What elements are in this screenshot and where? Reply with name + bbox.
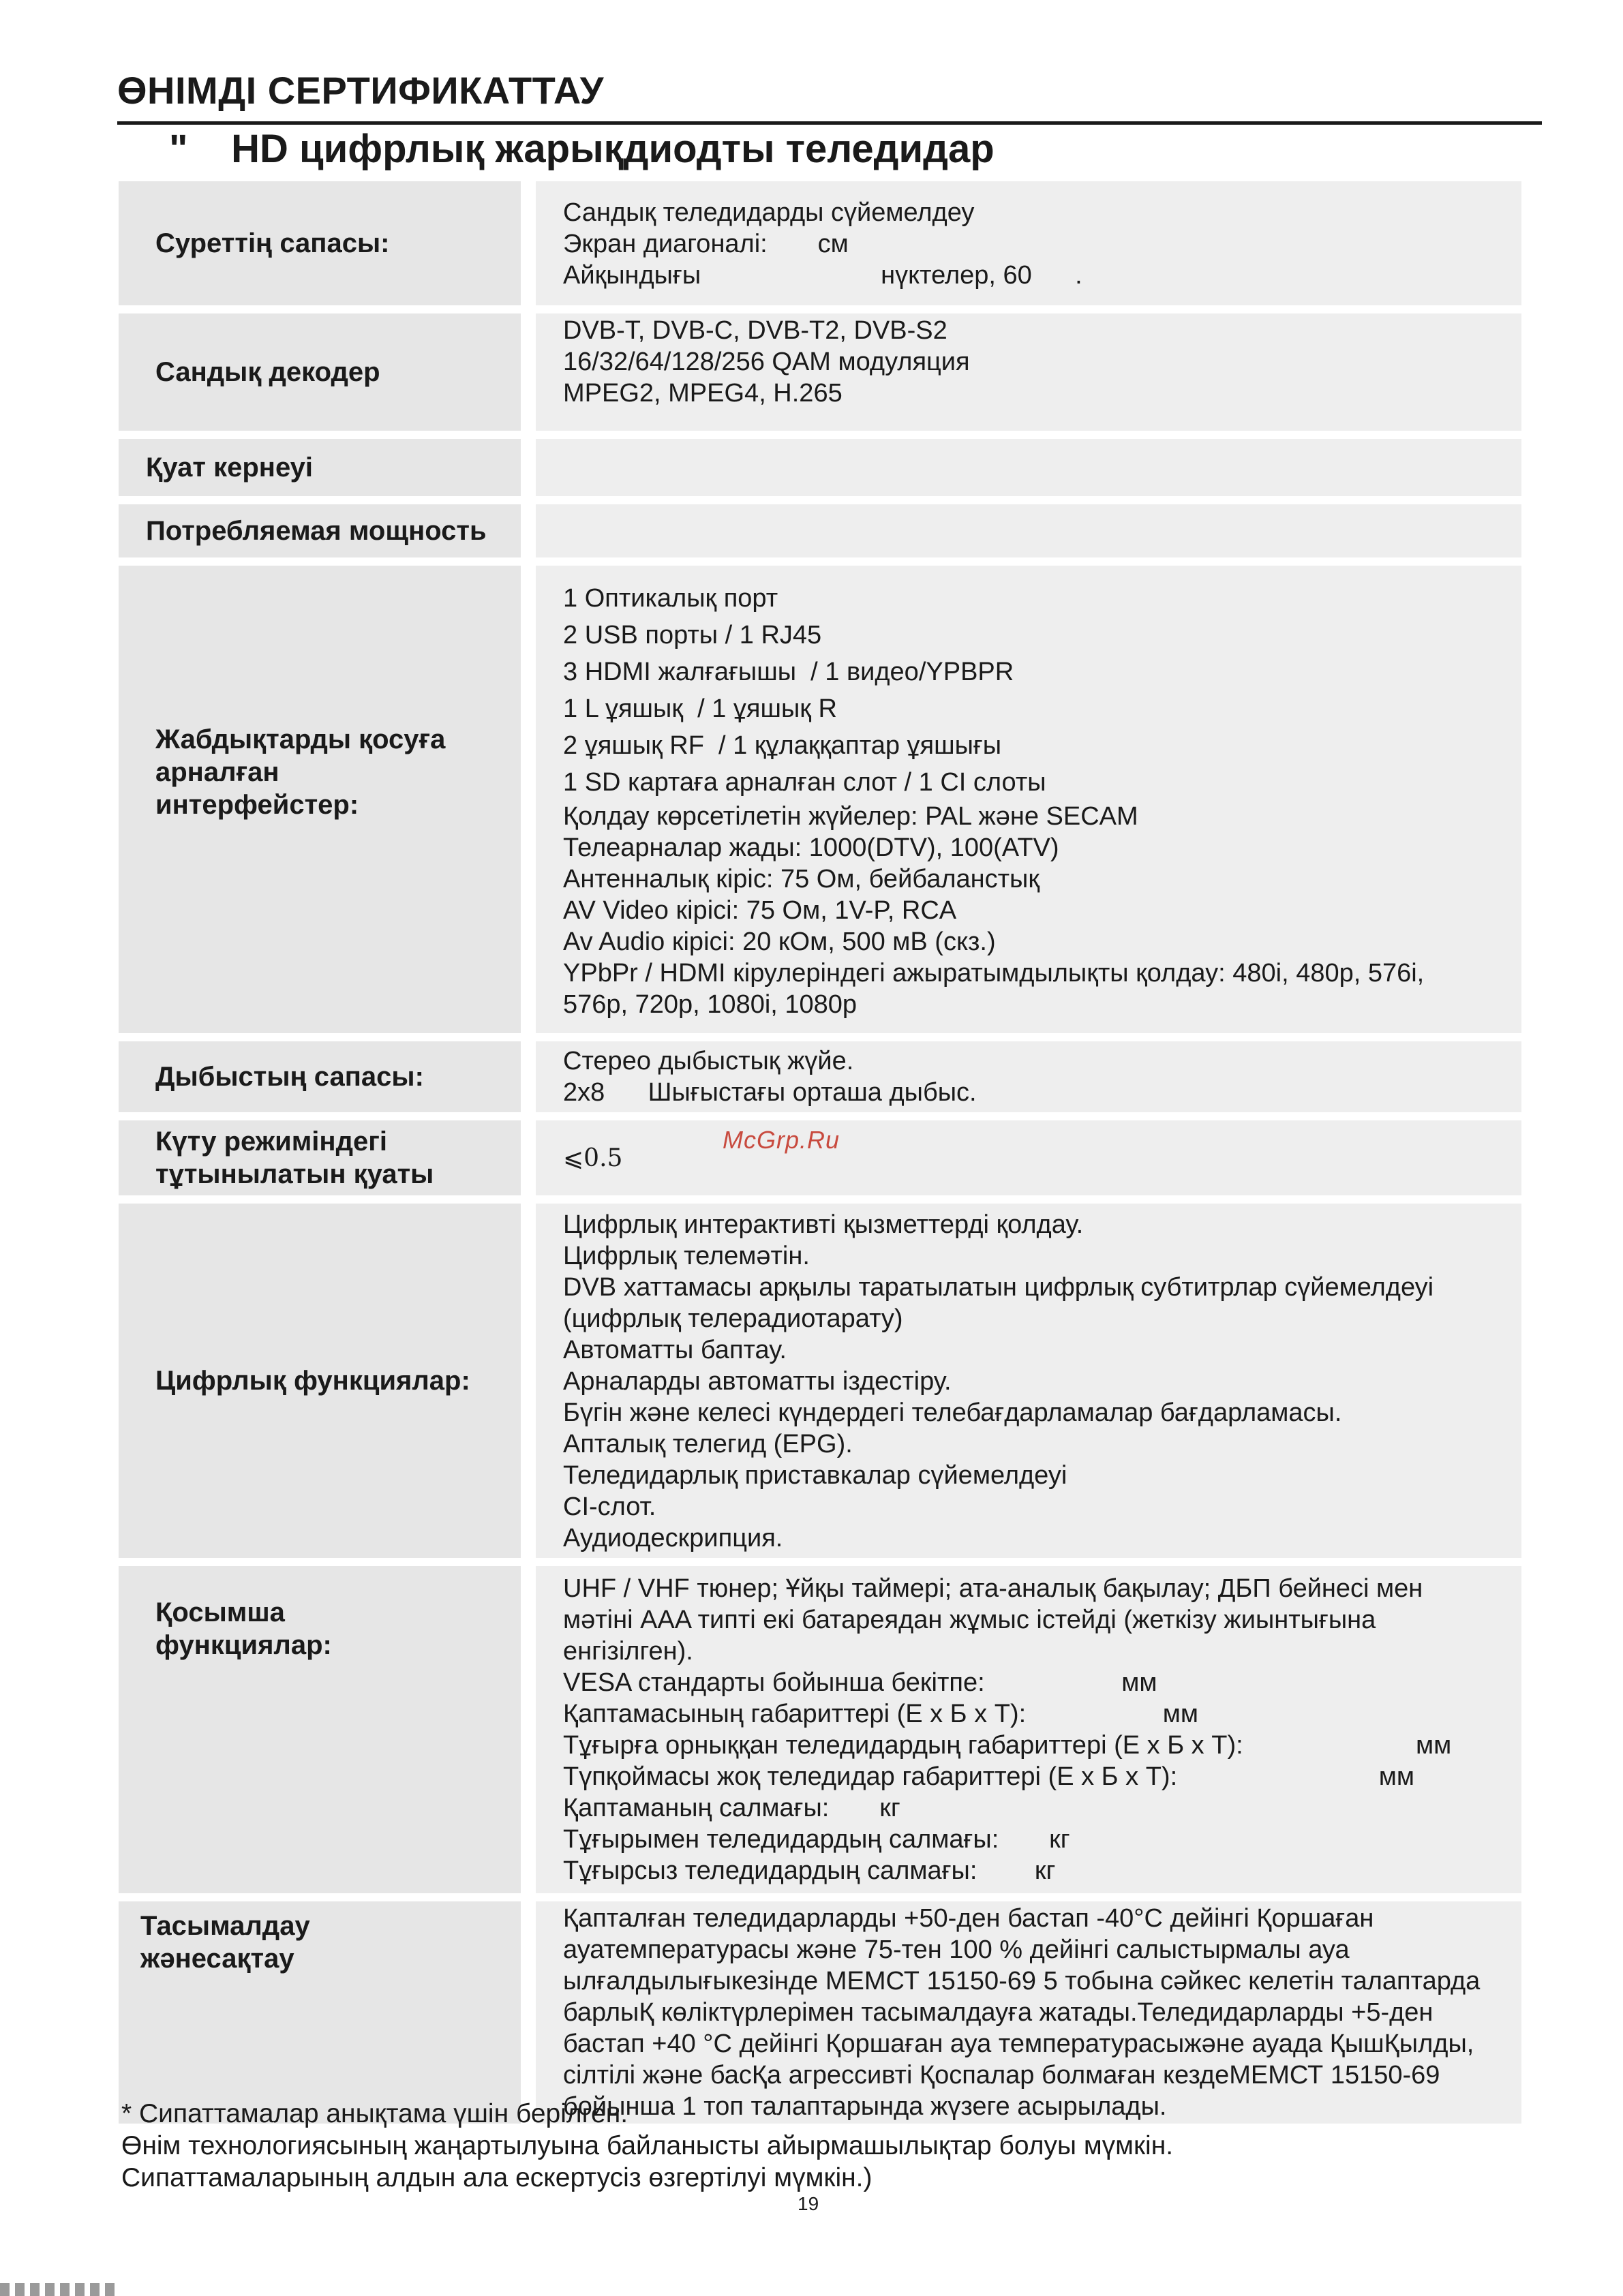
spec-row-interfaces <box>119 566 1521 1033</box>
spec-row-sound-quality <box>119 1041 1521 1112</box>
spec-label-line: Потребляемая мощность <box>146 516 487 546</box>
spec-row-transport-storage <box>119 1901 1521 2124</box>
spec-value-line: Телеарналар жады: 1000(DTV), 100(ATV) <box>563 833 1059 862</box>
spec-value-line: Av Audio кірісі: 20 кОм, 500 мВ (скз.) <box>563 928 996 956</box>
spec-label-line: тұтынылатын қуаты <box>155 1159 434 1189</box>
spec-label-line: Дыбыстың сапасы: <box>155 1062 424 1092</box>
spec-value <box>536 1204 1521 1558</box>
page-number: 19 <box>798 2193 819 2214</box>
page-title: ӨНІМДІ СЕРТИФИКАТТАУ <box>117 69 604 112</box>
spec-value-line: бойынша 1 топ талаптарында жүзеге асырылады. <box>563 2092 1167 2121</box>
spec-value-line: Айқындығы нүктелер, 60 . <box>563 261 1082 290</box>
spec-value-line: Түпқоймасы жоқ теледидар габариттері (Е х Б х Т): мм <box>563 1762 1415 1791</box>
spec-label-line: Күту режиміндегі <box>155 1127 387 1157</box>
spec-value-line: сілтілі және басҚа агрессивті Қоспалар болмаған кездеМЕМСТ 15150-69 <box>563 2061 1440 2090</box>
spec-value-line: AV Video кірісі: 75 Ом, 1V-P, RCA <box>563 896 957 925</box>
spec-table <box>119 181 1521 2132</box>
spec-value-line: VESA стандарты бойынша бекітпе: мм <box>563 1668 1157 1697</box>
footnotes <box>121 2098 1173 2194</box>
spec-value-line: ылғалдылығыкезінде МЕМСТ 15150-69 5 тобына сәйкес келетін талаптарда <box>563 1967 1481 1995</box>
spec-value-line: UHF / VHF тюнер; Ұйқы таймері; ата-аналық бақылау; ДБП бейнесі мен <box>563 1574 1423 1603</box>
spec-label-line: Тасымалдау <box>140 1911 310 1941</box>
spec-label <box>119 1566 521 1893</box>
spec-label <box>119 504 521 557</box>
footnote-line: Сипаттамаларының алдын ала ескертусіз өзгертілуі мүмкін.) <box>121 2163 873 2192</box>
spec-label-line: арналған <box>155 757 279 787</box>
spec-value-line: DVB-T, DVB-C, DVB-T2, DVB-S2 <box>563 316 947 345</box>
spec-value-line: Тұғырсыз теледидардың салмағы: кг <box>563 1856 1056 1885</box>
spec-value-line: Экран диагоналі: см <box>563 230 849 258</box>
spec-label-line: функциялар: <box>155 1630 332 1660</box>
title-divider <box>117 121 1542 125</box>
spec-value-line: (цифрлық телерадиотарату) <box>563 1304 903 1333</box>
spec-value-line: мәтіні AAA типті екі батареядан жұмыс істейді (жеткізу жиынтығына <box>563 1606 1376 1634</box>
spec-label-line: Цифрлық функциялар: <box>155 1366 470 1396</box>
spec-label <box>119 1901 521 2124</box>
spec-value-line: Автоматты баптау. <box>563 1336 787 1364</box>
spec-value-line: бастап +40 °С дейінгі Қоршаған ауа температурасыжәне ауада ҚышҚылды, <box>563 2030 1474 2058</box>
spec-row-additional-functions <box>119 1566 1521 1893</box>
spec-value-line: 16/32/64/128/256 QAM модуляция <box>563 348 970 376</box>
spec-label-line: интерфейстер: <box>155 790 359 820</box>
footnote-line: * Сипаттамалар анықтама үшін берілген. <box>121 2099 628 2128</box>
spec-value <box>536 1041 1521 1112</box>
spec-value-line: 2x8 Шығыстағы орташа дыбыс. <box>563 1078 977 1107</box>
product-subtitle <box>169 126 995 172</box>
spec-label-line: Қосымша <box>155 1597 285 1627</box>
spec-row-voltage <box>119 439 1521 496</box>
spec-value-line: енгізілген). <box>563 1637 693 1666</box>
spec-label-line: жәнесақтау <box>140 1944 294 1974</box>
spec-value-line: Апталық телегид (EPG). <box>563 1430 853 1458</box>
spec-label <box>119 181 521 305</box>
spec-value-line: ауатемпературасы және 75-тен 100 % дейінгі салыстырмалы ауа <box>563 1935 1350 1964</box>
spec-row-digital-functions <box>119 1204 1521 1558</box>
spec-value-line: Сандық теледидарды сүйемелдеу <box>563 198 975 227</box>
spec-value-line: Теледидарлық приставкалар сүйемелдеуі <box>563 1461 1067 1490</box>
spec-row-power-consumption <box>119 504 1521 557</box>
spec-value-line: Аудиодескрипция. <box>563 1524 783 1552</box>
spec-row-digital-decoder <box>119 313 1521 431</box>
subtitle-quote-mark: " <box>169 127 188 171</box>
spec-value <box>536 504 1521 557</box>
spec-value-line: Қаптаманың салмағы: кг <box>563 1794 900 1822</box>
page-edge-mark <box>0 2283 116 2296</box>
spec-value <box>536 439 1521 496</box>
subtitle-text: HD цифрлық жарықдиодты теледидар <box>231 127 995 171</box>
spec-value-line: Қолдау көрсетілетін жүйелер: PAL және SECAM <box>563 802 1138 831</box>
spec-label <box>119 439 521 496</box>
spec-value <box>536 1901 1521 2124</box>
watermark-text: McGrp.Ru <box>723 1126 840 1154</box>
spec-value-line: 1 Оптикалық порт <box>563 584 778 613</box>
spec-value-line: Цифрлық интерактивті қызметтерді қолдау. <box>563 1210 1084 1239</box>
spec-value-line: 1 L ұяшық / 1 ұяшық R <box>563 694 837 723</box>
spec-value <box>536 313 1521 431</box>
spec-value-line: YPbPr / HDMI кірулеріндегі ажыратымдылықты қолдау: 480i, 480p, 576i, <box>563 959 1425 988</box>
spec-value-line: Антенналық кіріс: 75 Ом, бейбаланстық <box>563 865 1040 893</box>
spec-value-line: Қапталған теледидарларды +50-ден бастап -40°С дейінгі Қоршаған <box>563 1904 1374 1933</box>
spec-value-line: 576p, 720p, 1080i, 1080p <box>563 990 858 1019</box>
spec-value-line: Цифрлық телемәтін. <box>563 1242 810 1270</box>
spec-value-line: Стерео дыбыстық жүйе. <box>563 1047 854 1075</box>
spec-label <box>119 1041 521 1112</box>
spec-row-picture-quality <box>119 181 1521 305</box>
spec-value-line: MPEG2, MPEG4, H.265 <box>563 379 843 408</box>
spec-value <box>536 181 1521 305</box>
spec-value-line: Арналарды автоматты іздестіру. <box>563 1367 952 1396</box>
spec-value-line: 2 ұяшық RF / 1 құлаққаптар ұяшығы <box>563 731 1002 760</box>
spec-label-line: Қуат кернеуі <box>146 453 314 483</box>
spec-label <box>119 313 521 431</box>
spec-label-line: Суреттің сапасы: <box>155 228 390 258</box>
spec-label-line: Жабдықтарды қосуға <box>155 724 446 754</box>
spec-value <box>536 1566 1521 1893</box>
spec-value-line: Бүгін және келесі күндердегі телебағдарламалар бағдарламасы. <box>563 1398 1342 1427</box>
spec-value-line: Тұғырға орныққан теледидардың габариттері (Е х Б х Т): мм <box>563 1731 1452 1760</box>
spec-value-line: Қаптамасының габариттері (Е х Б х Т): мм <box>563 1700 1199 1728</box>
spec-label <box>119 1120 521 1195</box>
spec-label-line: Сандық декодер <box>155 357 380 387</box>
spec-value-line: Тұғырымен теледидардың салмағы: кг <box>563 1825 1070 1854</box>
spec-value-line: CI-слот. <box>563 1493 656 1521</box>
spec-value-line: 1 SD картаға арналған слот / 1 CI слоты <box>563 768 1046 797</box>
spec-label <box>119 1204 521 1558</box>
spec-value-line: барлыҚ көліктүрлерімен тасымалдауға жатады.Теледидарларды +5-ден <box>563 1998 1434 2027</box>
spec-value <box>536 566 1521 1033</box>
spec-value <box>536 1120 1521 1195</box>
spec-value-line: ⩽0.5 <box>563 1144 623 1172</box>
spec-value-line: 2 USB порты / 1 RJ45 <box>563 621 822 649</box>
spec-value-line: DVB хаттамасы арқылы таратылатын цифрлық субтитрлар сүйемелдеуі <box>563 1273 1434 1302</box>
footnote-line: Өнім технологиясының жаңартылуына байланысты айырмашылықтар болуы мүмкін. <box>121 2131 1174 2160</box>
spec-label <box>119 566 521 1033</box>
spec-value-line: 3 HDMI жалғағышы / 1 видео/YPBPR <box>563 658 1014 686</box>
